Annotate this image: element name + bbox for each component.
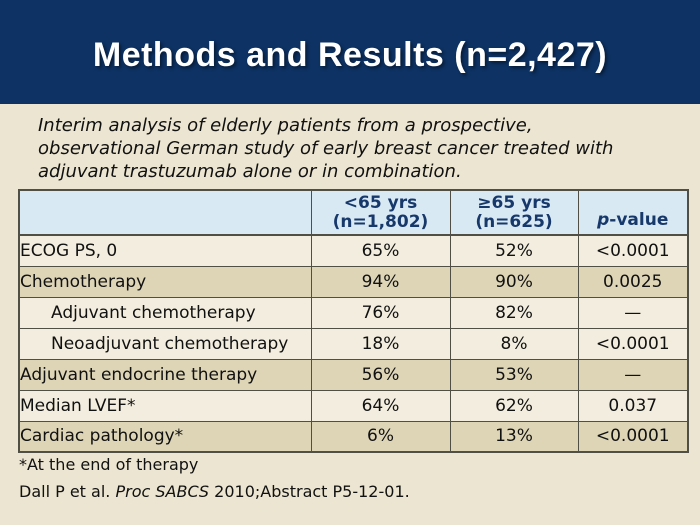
value-p: <0.0001 — [578, 235, 688, 266]
header-over-65-line1: ≥65 yrs — [477, 192, 551, 213]
table-row — [19, 390, 688, 421]
value-under-65: 65% — [311, 235, 450, 266]
citation — [19, 482, 410, 501]
value-under-65: 94% — [311, 266, 450, 297]
p-value-p: p — [597, 210, 610, 230]
value-p: <0.0001 — [578, 328, 688, 359]
header-cell-empty — [19, 190, 311, 235]
value-p: 0.0025 — [578, 266, 688, 297]
value-over-65: 13% — [450, 421, 578, 452]
table-row — [19, 297, 688, 328]
title-band — [0, 0, 700, 104]
citation-prefix: Dall P et al. — [19, 482, 116, 501]
citation-suffix: 2010;Abstract P5-12-01. — [209, 482, 410, 501]
citation-journal: Proc SABCS — [115, 482, 210, 501]
value-over-65: 82% — [450, 297, 578, 328]
table-header-row — [19, 190, 688, 235]
row-label: Chemotherapy — [19, 266, 311, 297]
value-over-65: 90% — [450, 266, 578, 297]
value-over-65: 8% — [450, 328, 578, 359]
value-under-65: 56% — [311, 359, 450, 390]
intro-line-1: Interim analysis of elderly patients from a prospective, — [38, 115, 533, 136]
row-label: Median LVEF* — [19, 390, 311, 421]
row-label: Cardiac pathology* — [19, 421, 311, 452]
header-cell-over-65 — [450, 190, 578, 235]
row-label: ECOG PS, 0 — [19, 235, 311, 266]
p-value-rest: -value — [609, 210, 669, 230]
intro-line-2: observational German study of early breast cancer treated with — [38, 138, 614, 159]
value-under-65: 64% — [311, 390, 450, 421]
table-body — [19, 235, 688, 452]
slide-title: Methods and Results (n=2,427) — [92, 35, 608, 74]
row-label: Adjuvant endocrine therapy — [19, 359, 311, 390]
value-under-65: 76% — [311, 297, 450, 328]
value-under-65: 6% — [311, 421, 450, 452]
value-over-65: 62% — [450, 390, 578, 421]
value-p: — — [578, 297, 688, 328]
table-row — [19, 235, 688, 266]
header-cell-p-value — [578, 190, 688, 235]
header-under-65-line1: <65 yrs — [343, 192, 418, 213]
value-over-65: 53% — [450, 359, 578, 390]
table-row — [19, 328, 688, 359]
footnote-asterisk: *At the end of therapy — [19, 455, 199, 474]
value-under-65: 18% — [311, 328, 450, 359]
header-under-65-line2: (n=1,802) — [332, 211, 429, 232]
header-cell-under-65 — [311, 190, 450, 235]
intro-line-3: adjuvant trastuzumab alone or in combination. — [38, 161, 462, 182]
table-row — [19, 266, 688, 297]
value-p: — — [578, 359, 688, 390]
header-over-65-line2: (n=625) — [475, 211, 553, 232]
value-over-65: 52% — [450, 235, 578, 266]
row-label: Neoadjuvant chemotherapy — [19, 328, 311, 359]
intro-text — [38, 114, 668, 183]
value-p: <0.0001 — [578, 421, 688, 452]
results-table — [18, 189, 689, 453]
table-row — [19, 421, 688, 452]
value-p: 0.037 — [578, 390, 688, 421]
table-row — [19, 359, 688, 390]
row-label: Adjuvant chemotherapy — [19, 297, 311, 328]
